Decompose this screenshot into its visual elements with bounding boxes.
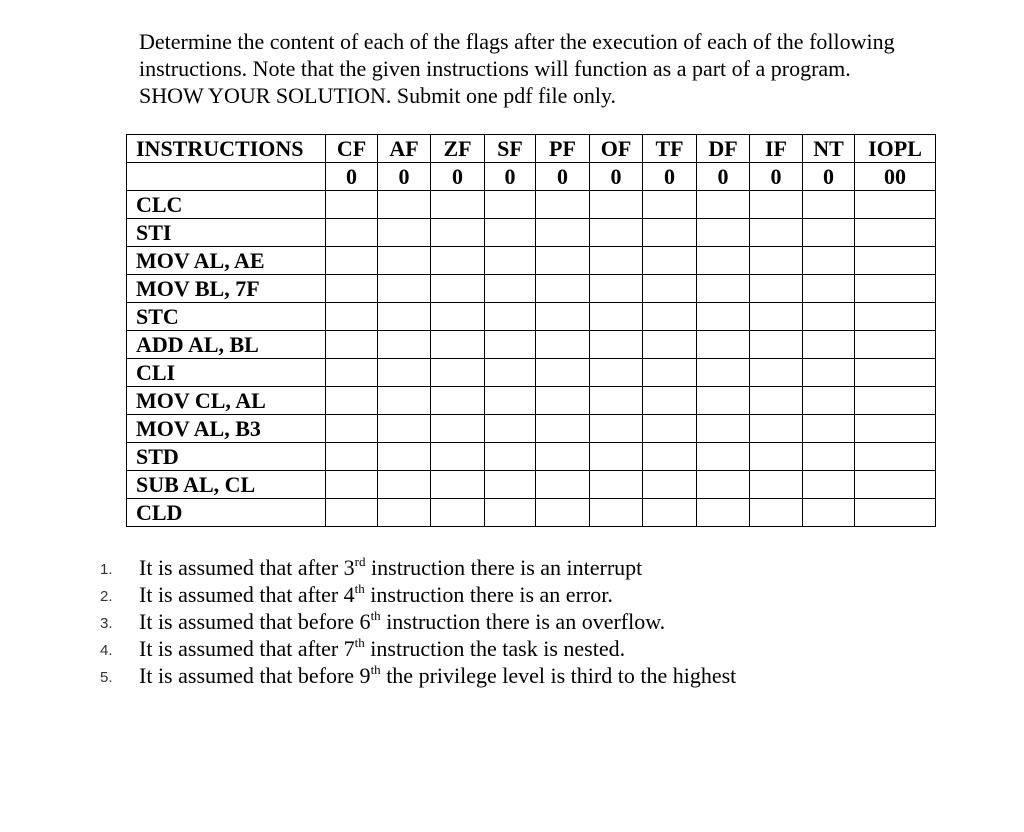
flag-cell-of[interactable]	[590, 331, 643, 359]
ordinal-suffix: th	[370, 662, 381, 677]
flag-header-sf: SF	[485, 135, 536, 163]
flag-cell-cf[interactable]	[326, 247, 378, 275]
initial-values-row	[127, 163, 936, 191]
flag-cell-zf[interactable]	[431, 303, 485, 331]
flag-cell-iopl[interactable]	[855, 247, 936, 275]
flag-cell-nt[interactable]	[803, 359, 855, 387]
note-text: It is assumed that after 4	[139, 582, 355, 607]
flag-cell-sf[interactable]	[485, 499, 536, 527]
flag-cell-zf[interactable]	[431, 275, 485, 303]
table-row	[127, 499, 936, 527]
initial-value-if: 0	[750, 163, 803, 191]
flag-cell-of[interactable]	[590, 499, 643, 527]
ordinal-suffix: th	[354, 581, 365, 596]
flag-header-tf: TF	[643, 135, 697, 163]
flag-cell-af[interactable]	[378, 359, 431, 387]
flag-header-iopl: IOPL	[855, 135, 936, 163]
flag-cell-zf[interactable]	[431, 219, 485, 247]
flag-cell-af[interactable]	[378, 499, 431, 527]
flag-cell-tf[interactable]	[643, 247, 697, 275]
flag-cell-zf[interactable]	[431, 331, 485, 359]
flag-cell-tf[interactable]	[643, 471, 697, 499]
flag-cell-pf[interactable]	[536, 359, 590, 387]
flag-cell-of[interactable]	[590, 471, 643, 499]
flag-cell-sf[interactable]	[485, 387, 536, 415]
flag-cell-if[interactable]	[750, 275, 803, 303]
flag-cell-sf[interactable]	[485, 191, 536, 219]
intro-line-3: SHOW YOUR SOLUTION. Submit one pdf file only.	[139, 83, 617, 108]
flag-cell-if[interactable]	[750, 331, 803, 359]
note-text-rest: instruction there is an overflow.	[380, 609, 666, 634]
initial-value-of: 0	[590, 163, 643, 191]
table-row	[127, 275, 936, 303]
instruction-cell: MOV BL, 7F	[127, 275, 326, 303]
instruction-cell: MOV CL, AL	[127, 387, 326, 415]
flag-cell-nt[interactable]	[803, 499, 855, 527]
table-row	[127, 247, 936, 275]
flag-cell-zf[interactable]	[431, 387, 485, 415]
initial-value-iopl: 00	[855, 163, 936, 191]
flag-cell-cf[interactable]	[326, 471, 378, 499]
flag-cell-sf[interactable]	[485, 331, 536, 359]
flag-header-pf: PF	[536, 135, 590, 163]
list-item	[100, 554, 900, 581]
flag-cell-if[interactable]	[750, 415, 803, 443]
flag-cell-if[interactable]	[750, 247, 803, 275]
flag-cell-iopl[interactable]	[855, 275, 936, 303]
flag-cell-of[interactable]	[590, 191, 643, 219]
flag-cell-nt[interactable]	[803, 219, 855, 247]
instruction-cell: STC	[127, 303, 326, 331]
flag-cell-df[interactable]	[697, 415, 750, 443]
instruction-cell: CLD	[127, 499, 326, 527]
flag-header-af: AF	[378, 135, 431, 163]
flag-cell-of[interactable]	[590, 247, 643, 275]
flag-cell-of[interactable]	[590, 443, 643, 471]
flag-cell-df[interactable]	[697, 331, 750, 359]
flag-cell-af[interactable]	[378, 191, 431, 219]
flag-cell-pf[interactable]	[536, 275, 590, 303]
flag-cell-df[interactable]	[697, 247, 750, 275]
list-item	[100, 662, 900, 689]
flag-cell-if[interactable]	[750, 359, 803, 387]
flag-cell-sf[interactable]	[485, 415, 536, 443]
initial-values-label-cell	[127, 163, 326, 191]
note-text-rest: instruction the task is nested.	[364, 636, 626, 661]
flag-cell-zf[interactable]	[431, 191, 485, 219]
flag-cell-sf[interactable]	[485, 303, 536, 331]
flag-cell-cf[interactable]	[326, 331, 378, 359]
ordinal-suffix: rd	[354, 554, 366, 569]
instruction-cell: MOV AL, AE	[127, 247, 326, 275]
flags-header-row	[127, 135, 936, 163]
flag-cell-cf[interactable]	[326, 219, 378, 247]
flag-cell-cf[interactable]	[326, 443, 378, 471]
flag-cell-af[interactable]	[378, 219, 431, 247]
ordinal-suffix: th	[370, 608, 381, 623]
flag-header-if: IF	[750, 135, 803, 163]
instruction-cell: CLI	[127, 359, 326, 387]
flag-cell-cf[interactable]	[326, 359, 378, 387]
flag-header-zf: ZF	[431, 135, 485, 163]
flag-cell-nt[interactable]	[803, 303, 855, 331]
instruction-cell: MOV AL, B3	[127, 415, 326, 443]
flag-cell-iopl[interactable]	[855, 471, 936, 499]
intro-line-2: instructions. Note that the given instructions will function as a part of a program.	[139, 56, 851, 81]
flag-cell-if[interactable]	[750, 191, 803, 219]
flag-cell-cf[interactable]	[326, 499, 378, 527]
flag-cell-sf[interactable]	[485, 471, 536, 499]
flag-cell-of[interactable]	[590, 415, 643, 443]
note-text: It is assumed that after 3	[139, 555, 355, 580]
flag-cell-of[interactable]	[590, 387, 643, 415]
table-row	[127, 219, 936, 247]
flag-cell-if[interactable]	[750, 303, 803, 331]
flag-cell-df[interactable]	[697, 219, 750, 247]
note-text-rest: instruction there is an error.	[364, 582, 613, 607]
assumptions-list	[100, 554, 900, 689]
instruction-cell: SUB AL, CL	[127, 471, 326, 499]
flag-cell-tf[interactable]	[643, 443, 697, 471]
instruction-cell: STD	[127, 443, 326, 471]
initial-value-sf: 0	[485, 163, 536, 191]
flag-cell-tf[interactable]	[643, 415, 697, 443]
flag-cell-af[interactable]	[378, 275, 431, 303]
flag-cell-pf[interactable]	[536, 499, 590, 527]
flag-cell-af[interactable]	[378, 331, 431, 359]
flag-cell-af[interactable]	[378, 303, 431, 331]
flag-cell-iopl[interactable]	[855, 499, 936, 527]
flag-cell-tf[interactable]	[643, 275, 697, 303]
flag-cell-iopl[interactable]	[855, 415, 936, 443]
note-text: It is assumed that before 6	[139, 609, 371, 634]
table-row	[127, 331, 936, 359]
instructions-paragraph	[139, 28, 969, 109]
list-number: 3.	[100, 615, 113, 632]
flag-cell-tf[interactable]	[643, 219, 697, 247]
flag-cell-af[interactable]	[378, 247, 431, 275]
flag-cell-iopl[interactable]	[855, 443, 936, 471]
flag-cell-sf[interactable]	[485, 443, 536, 471]
flag-cell-if[interactable]	[750, 499, 803, 527]
flag-cell-nt[interactable]	[803, 191, 855, 219]
flag-cell-nt[interactable]	[803, 331, 855, 359]
flag-cell-nt[interactable]	[803, 443, 855, 471]
note-text: It is assumed that after 7	[139, 636, 355, 661]
flag-cell-if[interactable]	[750, 443, 803, 471]
flag-cell-if[interactable]	[750, 387, 803, 415]
initial-value-zf: 0	[431, 163, 485, 191]
table-row	[127, 443, 936, 471]
flag-cell-pf[interactable]	[536, 219, 590, 247]
initial-value-pf: 0	[536, 163, 590, 191]
flag-cell-zf[interactable]	[431, 443, 485, 471]
flag-cell-iopl[interactable]	[855, 359, 936, 387]
list-item	[100, 581, 900, 608]
note-text: It is assumed that before 9	[139, 663, 371, 688]
flag-cell-zf[interactable]	[431, 247, 485, 275]
flag-cell-nt[interactable]	[803, 387, 855, 415]
flag-cell-of[interactable]	[590, 219, 643, 247]
flag-cell-cf[interactable]	[326, 303, 378, 331]
flag-cell-pf[interactable]	[536, 303, 590, 331]
flag-cell-pf[interactable]	[536, 471, 590, 499]
flag-cell-pf[interactable]	[536, 191, 590, 219]
flag-cell-tf[interactable]	[643, 387, 697, 415]
flag-cell-tf[interactable]	[643, 191, 697, 219]
flag-cell-af[interactable]	[378, 415, 431, 443]
flag-cell-df[interactable]	[697, 443, 750, 471]
flag-cell-of[interactable]	[590, 275, 643, 303]
flag-cell-cf[interactable]	[326, 415, 378, 443]
flag-header-of: OF	[590, 135, 643, 163]
flag-cell-tf[interactable]	[643, 303, 697, 331]
initial-value-nt: 0	[803, 163, 855, 191]
flag-cell-tf[interactable]	[643, 331, 697, 359]
flag-cell-df[interactable]	[697, 275, 750, 303]
instructions-column-header: INSTRUCTIONS	[127, 135, 326, 163]
flag-cell-af[interactable]	[378, 471, 431, 499]
list-item	[100, 608, 900, 635]
list-item	[100, 635, 900, 662]
initial-value-af: 0	[378, 163, 431, 191]
flag-cell-zf[interactable]	[431, 471, 485, 499]
flag-cell-pf[interactable]	[536, 415, 590, 443]
flag-cell-nt[interactable]	[803, 275, 855, 303]
flag-cell-of[interactable]	[590, 303, 643, 331]
flag-cell-nt[interactable]	[803, 247, 855, 275]
table-row	[127, 471, 936, 499]
flag-cell-df[interactable]	[697, 471, 750, 499]
flag-cell-iopl[interactable]	[855, 387, 936, 415]
initial-value-tf: 0	[643, 163, 697, 191]
flag-cell-zf[interactable]	[431, 359, 485, 387]
flag-cell-iopl[interactable]	[855, 303, 936, 331]
flag-cell-af[interactable]	[378, 387, 431, 415]
flag-cell-cf[interactable]	[326, 275, 378, 303]
flag-cell-df[interactable]	[697, 303, 750, 331]
table-row	[127, 359, 936, 387]
note-text-rest: the privilege level is third to the highest	[380, 663, 737, 688]
note-text-rest: instruction there is an interrupt	[365, 555, 643, 580]
flag-cell-nt[interactable]	[803, 471, 855, 499]
flag-cell-cf[interactable]	[326, 191, 378, 219]
table-row	[127, 191, 936, 219]
flag-cell-zf[interactable]	[431, 499, 485, 527]
flag-cell-tf[interactable]	[643, 499, 697, 527]
flag-header-cf: CF	[326, 135, 378, 163]
flag-cell-if[interactable]	[750, 219, 803, 247]
list-number: 4.	[100, 642, 113, 659]
instruction-cell: STI	[127, 219, 326, 247]
flag-cell-df[interactable]	[697, 499, 750, 527]
table-row	[127, 415, 936, 443]
flag-cell-cf[interactable]	[326, 387, 378, 415]
flag-cell-nt[interactable]	[803, 415, 855, 443]
flag-cell-sf[interactable]	[485, 219, 536, 247]
flag-cell-iopl[interactable]	[855, 191, 936, 219]
intro-line-1: Determine the content of each of the flags after the execution of each of the following	[139, 29, 895, 54]
flag-cell-pf[interactable]	[536, 331, 590, 359]
flag-header-df: DF	[697, 135, 750, 163]
flag-cell-sf[interactable]	[485, 247, 536, 275]
table-row	[127, 387, 936, 415]
ordinal-suffix: th	[354, 635, 365, 650]
instruction-cell: CLC	[127, 191, 326, 219]
flag-cell-zf[interactable]	[431, 415, 485, 443]
list-number: 1.	[100, 561, 113, 578]
initial-value-cf: 0	[326, 163, 378, 191]
flag-cell-sf[interactable]	[485, 359, 536, 387]
flag-cell-df[interactable]	[697, 191, 750, 219]
flag-cell-sf[interactable]	[485, 275, 536, 303]
flag-cell-pf[interactable]	[536, 387, 590, 415]
flag-cell-pf[interactable]	[536, 247, 590, 275]
initial-value-df: 0	[697, 163, 750, 191]
flag-cell-df[interactable]	[697, 359, 750, 387]
flag-cell-if[interactable]	[750, 471, 803, 499]
flag-cell-pf[interactable]	[536, 443, 590, 471]
flag-cell-tf[interactable]	[643, 359, 697, 387]
flag-cell-iopl[interactable]	[855, 219, 936, 247]
list-number: 5.	[100, 669, 113, 686]
flag-cell-df[interactable]	[697, 387, 750, 415]
flag-header-nt: NT	[803, 135, 855, 163]
instruction-cell: ADD AL, BL	[127, 331, 326, 359]
table-row	[127, 303, 936, 331]
flag-cell-af[interactable]	[378, 443, 431, 471]
flag-cell-of[interactable]	[590, 359, 643, 387]
list-number: 2.	[100, 588, 113, 605]
flags-table	[126, 134, 936, 527]
flag-cell-iopl[interactable]	[855, 331, 936, 359]
